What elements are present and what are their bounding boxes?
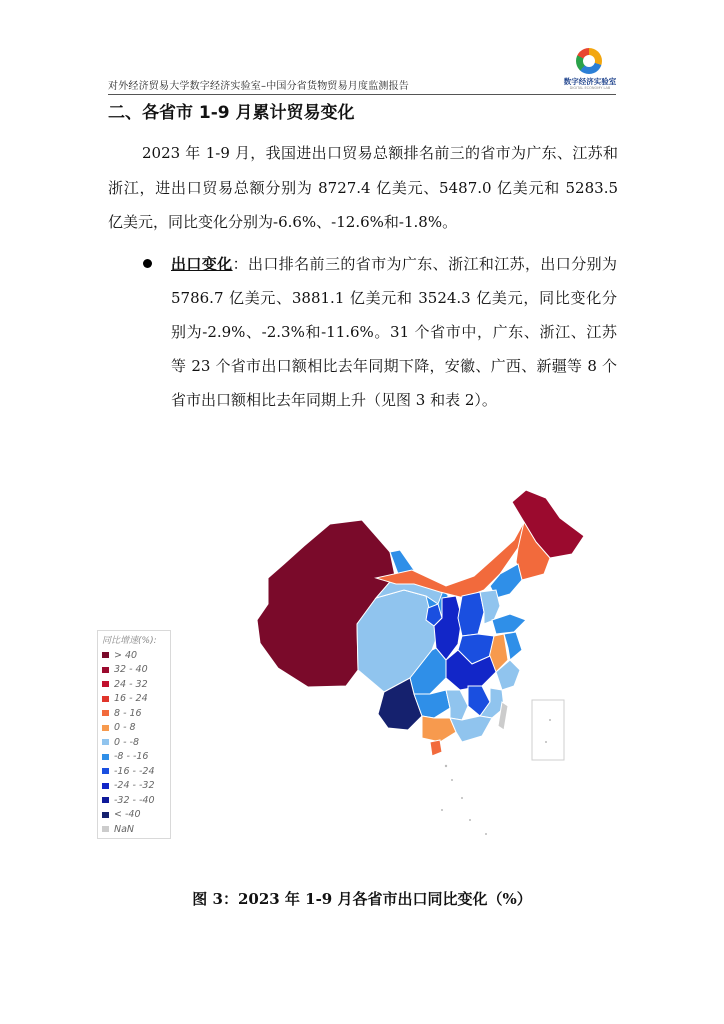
- legend-swatch: [102, 739, 109, 745]
- legend-item: [102, 706, 155, 721]
- region-shandong: [492, 614, 526, 634]
- bullet-label: 出口变化: [171, 255, 233, 273]
- legend-item: [102, 648, 155, 663]
- legend-swatch: [102, 812, 109, 818]
- logo-emblem-icon: [576, 48, 602, 74]
- legend-item: [102, 735, 155, 750]
- legend-item: [102, 822, 155, 837]
- legend-list: [102, 648, 155, 837]
- legend-swatch: [102, 797, 109, 803]
- legend-swatch: [102, 783, 109, 789]
- bullet-dot-icon: [143, 259, 152, 268]
- legend-item: [102, 764, 155, 779]
- legend-label: NaN: [114, 823, 135, 835]
- legend-label: 24 - 32: [114, 678, 148, 690]
- legend-label: 0 - -8: [114, 736, 139, 748]
- legend-label: 0 - 8: [114, 722, 136, 734]
- legend-swatch: [102, 826, 109, 832]
- legend-label: -32 - -40: [114, 794, 155, 806]
- figure-caption: 图 3：2023 年 1-9 月各省市出口同比变化（%）: [192, 890, 532, 908]
- region-guangdong: [450, 716, 492, 742]
- logo-text: 数字经济实验室: [563, 77, 617, 86]
- legend-title: 同比增速(%):: [102, 636, 157, 646]
- legend-label: -8 - -16: [114, 751, 149, 763]
- legend-swatch: [102, 681, 109, 687]
- legend-swatch: [102, 725, 109, 731]
- map-svg: [200, 480, 620, 860]
- legend-item: [102, 793, 155, 808]
- south-china-sea-inset: [532, 700, 564, 760]
- header-title: 对外经济贸易大学数字经济实验室–中国分省货物贸易月度监测报告: [108, 81, 409, 92]
- china-choropleth-map: [200, 480, 620, 860]
- map-legend: [97, 630, 171, 839]
- legend-swatch: [102, 710, 109, 716]
- logo-subtext: DIGITAL ECONOMY LAB: [569, 86, 611, 90]
- legend-label: -24 - -32: [114, 780, 155, 792]
- intro-paragraph: 2023 年 1-9 月，我国进出口贸易总额排名前三的省市为广东、江苏和浙江，进出口贸易总额分别为 8727.4 亿美元、5487.0 亿美元和 5283.5 亿美元，同比变化分别为-6.6%、-12.6%和-1.8%。: [108, 144, 618, 231]
- bullet-text: 出口排名前三的省市为广东、浙江和江苏，出口分别为 5786.7 亿美元、3881.1 亿美元和 3524.3 亿美元，同比变化分别为-2.9%、-2.3%和-11.6%。31 个省市中，广东、浙江、江苏等 23 个省市出口额相比去年同期下降，安徽、广西、新疆等 8 个省市出口额相比去年同期上升（见图 3 和表 2）。: [171, 255, 617, 409]
- legend-label: > 40: [114, 649, 138, 661]
- legend-item: [102, 663, 155, 678]
- legend-label: 16 - 24: [114, 693, 148, 705]
- legend-swatch: [102, 667, 109, 673]
- legend-label: -16 - -24: [114, 765, 155, 777]
- report-header: [108, 72, 616, 95]
- lab-logo: [560, 48, 620, 92]
- legend-label: 8 - 16: [114, 707, 142, 719]
- legend-item: [102, 677, 155, 692]
- legend-item: [102, 692, 155, 707]
- region-shanxi: [458, 592, 484, 636]
- south-china-sea-islands: [441, 719, 551, 835]
- export-bullet: [171, 247, 617, 417]
- legend-swatch: [102, 696, 109, 702]
- region-hainan: [430, 740, 442, 756]
- legend-swatch: [102, 768, 109, 774]
- legend-label: 32 - 40: [114, 664, 148, 676]
- legend-item: [102, 750, 155, 765]
- section-title: 二、各省市 1-9 月累计贸易变化: [108, 103, 355, 123]
- bullet-separator: ：: [232, 255, 248, 273]
- legend-label: < -40: [114, 809, 141, 821]
- region-hunan: [446, 690, 468, 720]
- legend-swatch: [102, 652, 109, 658]
- legend-item: [102, 779, 155, 794]
- legend-item: [102, 808, 155, 823]
- legend-item: [102, 721, 155, 736]
- legend-swatch: [102, 754, 109, 760]
